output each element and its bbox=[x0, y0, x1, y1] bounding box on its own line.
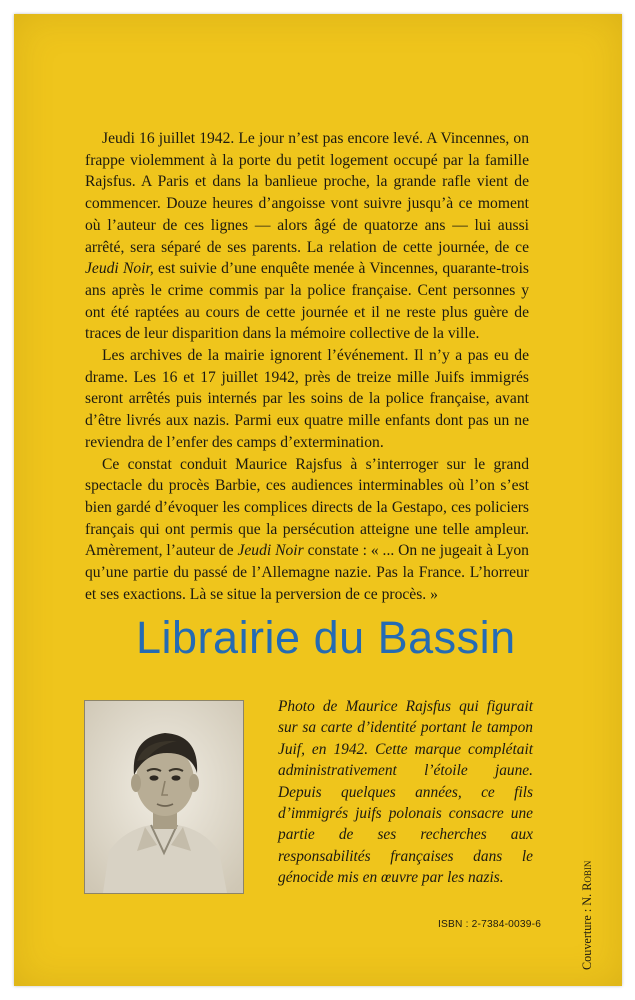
paragraph-2: Les archives de la mairie ignorent l’événement. Il n’y a pas eu de drame. Les 16 et 17 juillet 1942, près de treize mille Juifs immigrés seront arrêtés puis internés par les soins de la police française, avant d’être livrés aux nazis. Parmi eux quatre mille enfants dont pas un ne reviendra de l’enfer des camps d’extermination. bbox=[85, 347, 529, 451]
paragraph-3-part-b: constate : « ... On ne jugeait à Lyon qu’une partie du passé de l’Allemagne nazie. Pas la France. L’horreur et ses exactions. Là se situe la perversion de ce procès. » bbox=[85, 542, 529, 603]
paragraph-1 bbox=[85, 128, 529, 345]
cover-credit-name: Robin bbox=[580, 860, 594, 891]
portrait-photo-image bbox=[85, 701, 243, 893]
paragraph-3-part-a: Ce constat conduit Maurice Rajsfus à s’interroger sur le grand spectacle du procès Barbie, ces audiences interminables où l’on s’est bien gardé d’évoquer les complices directs de la Gestapo, ces policiers français qui ont permis que la persécution atteigne une telle ampleur. Amèrement, l’auteur de bbox=[85, 455, 529, 560]
portrait-photo bbox=[84, 700, 244, 894]
cover-credit-label: Couverture : N. bbox=[580, 893, 594, 970]
photo-caption bbox=[278, 696, 533, 889]
cover-credit bbox=[580, 861, 595, 970]
blurb-text bbox=[85, 128, 529, 605]
title-mention: Jeudi Noir, bbox=[85, 260, 154, 278]
title-mention-2: Jeudi Noir bbox=[237, 542, 304, 560]
photo-caption-text: Photo de Maurice Rajsfus qui figurait sur sa carte d’identité portant le tampon Juif, en 1942. Cette marque complétait administrativement l’étoile jaune. Depuis quelques années, ce fils d’immigrés juifs polonais consacre une partie de ses recherches aux responsabilités françaises dans le génocide mis en œuvre par les nazis. bbox=[278, 698, 533, 887]
paragraph-3 bbox=[85, 454, 529, 606]
watermark: Librairie du Bassin bbox=[136, 612, 516, 663]
paragraph-1-part-a: Jeudi 16 juillet 1942. Le jour n’est pas encore levé. A Vincennes, on frappe violemment à la porte du petit logement occupé par la famille Rajsfus. A Paris et dans la banlieue proche, la grande rafle vient de commencer. Douze heures d’angoisse vont suivre jusqu’à ce moment où l’auteur de ces lignes — alors âgé de quatorze ans — lui aussi arrêté, sera séparé de ses parents. La relation de cette journée, de ce bbox=[85, 130, 529, 256]
paragraph-1-part-b: est suivie d’une enquête menée à Vincennes, quarante-trois ans après le crime commis par la police française. Cent personnes y ont été raptées au cours de cette journée et il ne reste plus guère de traces de leur disparition dans la mémoire collective de la ville. bbox=[85, 260, 529, 343]
isbn: ISBN : 2-7384-0039-6 bbox=[438, 919, 542, 930]
